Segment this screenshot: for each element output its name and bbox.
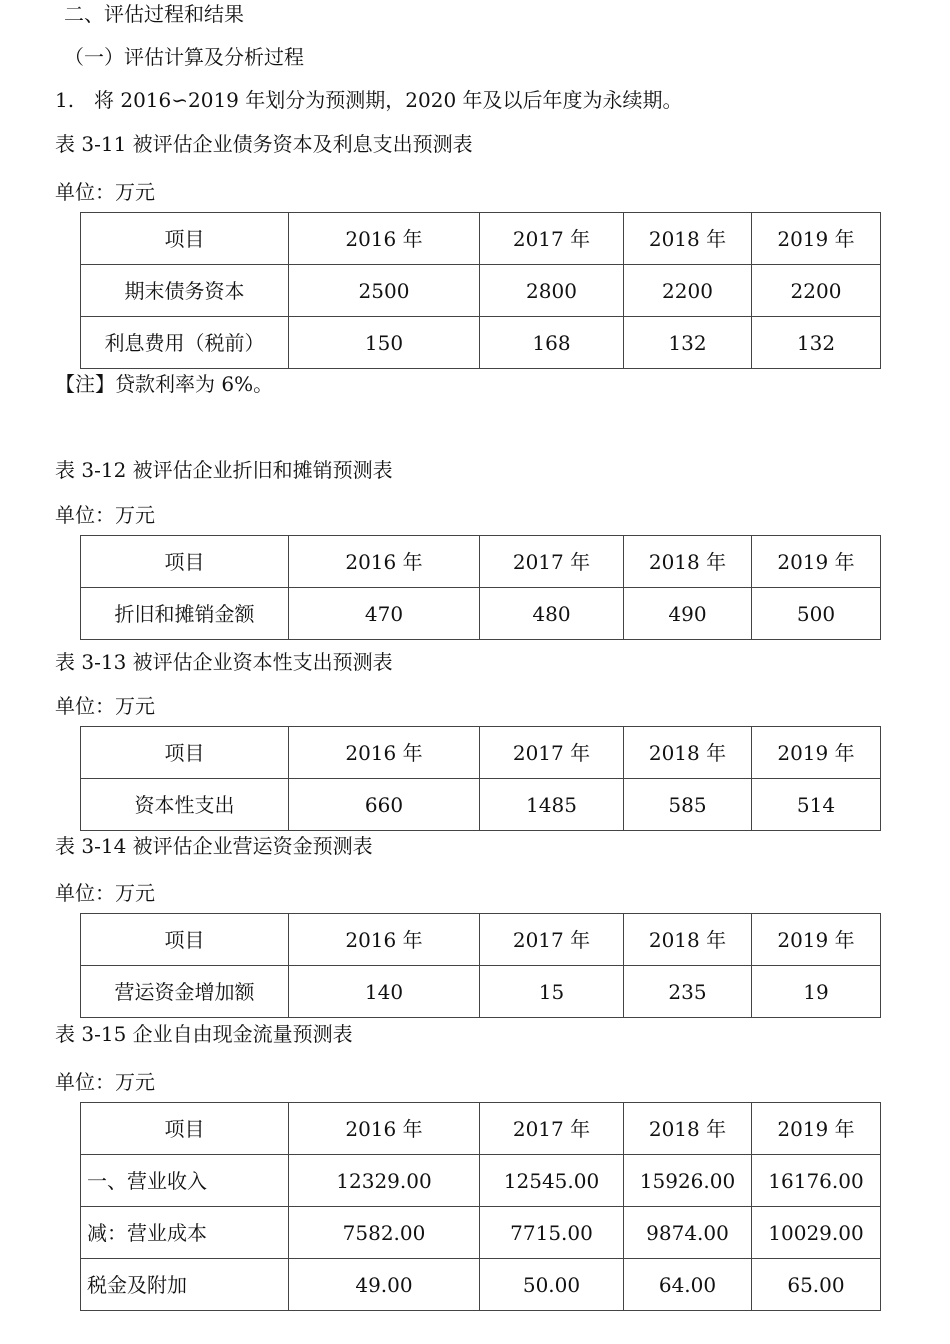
header-cell: 项目 — [81, 727, 289, 779]
header-cell: 2017 年 — [480, 213, 624, 265]
header-cell: 2016 年 — [289, 727, 480, 779]
table-cell: 490 — [624, 588, 752, 640]
table-header-row — [81, 727, 881, 779]
header-cell: 项目 — [81, 536, 289, 588]
row-label: 利息费用（税前） — [81, 317, 289, 369]
capex-table — [80, 726, 881, 831]
table-cell: 16176.00 — [752, 1155, 881, 1207]
unit-label: 单位：万元 — [55, 503, 155, 527]
table-header-row — [81, 914, 881, 966]
table-cell: 500 — [752, 588, 881, 640]
table-header-row — [81, 1103, 881, 1155]
header-cell: 2019 年 — [752, 914, 881, 966]
row-label: 一、营业收入 — [81, 1155, 289, 1207]
table-row — [81, 588, 881, 640]
table-row — [81, 1155, 881, 1207]
header-cell: 2019 年 — [752, 727, 881, 779]
header-cell: 项目 — [81, 213, 289, 265]
row-label: 期末债务资本 — [81, 265, 289, 317]
table-cell: 2200 — [752, 265, 881, 317]
table-cell: 2200 — [624, 265, 752, 317]
header-cell: 2018 年 — [624, 1103, 752, 1155]
free-cash-flow-table — [80, 1102, 881, 1311]
table-cell: 12545.00 — [480, 1155, 624, 1207]
header-cell: 2018 年 — [624, 914, 752, 966]
table-cell: 235 — [624, 966, 752, 1018]
header-cell: 2016 年 — [289, 213, 480, 265]
header-cell: 2016 年 — [289, 914, 480, 966]
row-label: 减：营业成本 — [81, 1207, 289, 1259]
header-cell: 2016 年 — [289, 536, 480, 588]
table-cell: 150 — [289, 317, 480, 369]
table-cell: 2500 — [289, 265, 480, 317]
table-cell: 168 — [480, 317, 624, 369]
table-cell: 15926.00 — [624, 1155, 752, 1207]
table-cell: 15 — [480, 966, 624, 1018]
table-cell: 1485 — [480, 779, 624, 831]
table-cell: 470 — [289, 588, 480, 640]
table-cell: 514 — [752, 779, 881, 831]
debt-interest-table — [80, 212, 881, 369]
table-cell: 480 — [480, 588, 624, 640]
unit-label: 单位：万元 — [55, 1070, 155, 1094]
row-label: 折旧和摊销金额 — [81, 588, 289, 640]
header-cell: 项目 — [81, 914, 289, 966]
header-cell: 2018 年 — [624, 536, 752, 588]
row-label: 税金及附加 — [81, 1259, 289, 1311]
header-cell: 2017 年 — [480, 727, 624, 779]
step-text: 将 2016∽2019 年划分为预测期，2020 年及以后年度为永续期。 — [94, 88, 683, 112]
table-cell: 9874.00 — [624, 1207, 752, 1259]
table-cell: 132 — [752, 317, 881, 369]
table-caption: 表 3-13 被评估企业资本性支出预测表 — [55, 650, 393, 674]
header-cell: 2017 年 — [480, 1103, 624, 1155]
table-row — [81, 1207, 881, 1259]
table-cell: 2800 — [480, 265, 624, 317]
unit-label: 单位：万元 — [55, 694, 155, 718]
table-cell: 50.00 — [480, 1259, 624, 1311]
table-cell: 19 — [752, 966, 881, 1018]
table-row — [81, 265, 881, 317]
header-cell: 2016 年 — [289, 1103, 480, 1155]
header-cell: 2017 年 — [480, 536, 624, 588]
unit-label: 单位：万元 — [55, 881, 155, 905]
table-cell: 140 — [289, 966, 480, 1018]
header-cell: 2019 年 — [752, 213, 881, 265]
table-header-row — [81, 536, 881, 588]
table-row — [81, 317, 881, 369]
table-cell: 12329.00 — [289, 1155, 480, 1207]
row-label: 资本性支出 — [81, 779, 289, 831]
table-cell: 64.00 — [624, 1259, 752, 1311]
table-caption: 表 3-15 企业自由现金流量预测表 — [55, 1022, 353, 1046]
depreciation-table — [80, 535, 881, 640]
header-cell: 2017 年 — [480, 914, 624, 966]
section-heading: 二、评估过程和结果 — [64, 2, 244, 26]
table-header-row — [81, 213, 881, 265]
table-cell: 7582.00 — [289, 1207, 480, 1259]
unit-label: 单位：万元 — [55, 180, 155, 204]
row-label: 营运资金增加额 — [81, 966, 289, 1018]
table-cell: 49.00 — [289, 1259, 480, 1311]
table-cell: 10029.00 — [752, 1207, 881, 1259]
table-cell: 7715.00 — [480, 1207, 624, 1259]
header-cell: 项目 — [81, 1103, 289, 1155]
table-cell: 132 — [624, 317, 752, 369]
table-cell: 660 — [289, 779, 480, 831]
header-cell: 2019 年 — [752, 1103, 881, 1155]
table-row — [81, 1259, 881, 1311]
subsection-heading: （一）评估计算及分析过程 — [64, 45, 304, 69]
header-cell: 2018 年 — [624, 213, 752, 265]
table-caption: 表 3-14 被评估企业营运资金预测表 — [55, 834, 373, 858]
table-caption: 表 3-11 被评估企业债务资本及利息支出预测表 — [55, 132, 473, 156]
header-cell: 2019 年 — [752, 536, 881, 588]
table-cell: 585 — [624, 779, 752, 831]
table-caption: 表 3-12 被评估企业折旧和摊销预测表 — [55, 458, 393, 482]
table-note: 【注】贷款利率为 6%。 — [55, 372, 274, 396]
step-number: 1. — [55, 88, 75, 112]
table-cell: 65.00 — [752, 1259, 881, 1311]
table-row — [81, 966, 881, 1018]
table-row — [81, 779, 881, 831]
header-cell: 2018 年 — [624, 727, 752, 779]
working-capital-table — [80, 913, 881, 1018]
